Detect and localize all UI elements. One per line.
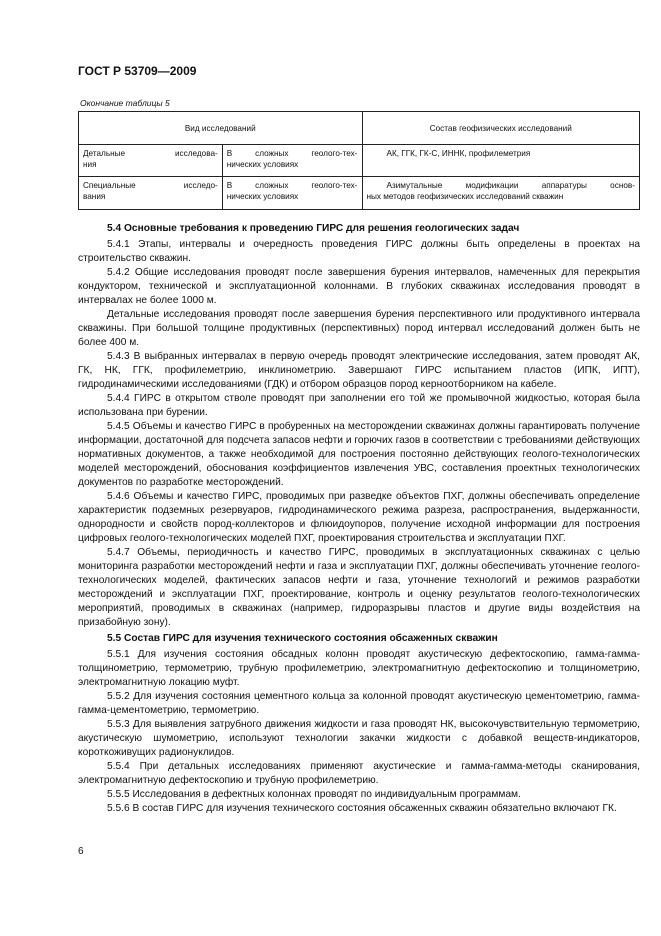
cell-line: ных методов геофизических исследований скважин bbox=[366, 192, 564, 201]
paragraph: 5.5.1 Для изучения состояния обсадных колонн проводят акустическую дефектоскопию, гамма-гамма-толщинометрию, термометрию, трубную профилеметрию, электромагнитную дефектоскопию и толщинометрию, электромагнитную локацию муфт. bbox=[78, 649, 640, 688]
page-number: 6 bbox=[78, 846, 84, 857]
cell-line: В сложных геолого-тех- bbox=[226, 181, 358, 190]
cell-condition bbox=[222, 145, 362, 177]
table-5 bbox=[78, 111, 640, 210]
cell-line: вания bbox=[83, 192, 106, 201]
paragraph: Детальные исследования проводят после завершения бурения перспективного или продуктивного интервала скважины. При большой толщине продуктивных (перспективных) пород интервал исследований должен быть не более 400 м. bbox=[78, 309, 640, 348]
paragraph: 5.4.3 В выбранных интервалах в первую очередь проводят электрические исследования, затем проводят АК, ГК, НК, ГГК, профилеметрию, инклинометрию. Завершают ГИРС испытанием пластов (ИПК, ИПТ), гидродинамическими исследованиями (ГДК) и отбором образцов пород керноотборником на кабеле. bbox=[78, 351, 640, 390]
paragraph: 5.4.4 ГИРС в открытом стволе проводят при заполнении его той же промывочной жидкостью, которая была использована при бурении. bbox=[78, 393, 640, 418]
paragraph: 5.4.5 Объемы и качество ГИРС в пробуренных на месторождении скважинах должны гарантировать получение информации, достаточной для подсчета запасов нефти и горючих газов в соответствии с требованиями действующих нормативных документов, а также необходимой для построения постоянно действующих геолого-технологических моделей месторождений, обоснования коэффициентов извлечения УВС, составления проектных технологических документов по разработке месторождений. bbox=[78, 421, 640, 488]
cell-line: АК, ГГК, ГК-С, ИННК, профилеметрия bbox=[386, 149, 531, 158]
cell-line: нических условиях bbox=[226, 160, 299, 169]
cell-type bbox=[79, 145, 223, 177]
table-row bbox=[79, 177, 640, 210]
cell-line: Азимутальные модификации аппаратуры основ- bbox=[386, 181, 635, 190]
cell-methods bbox=[362, 145, 640, 177]
paragraph: 5.5.5 Исследования в дефектных колоннах проводят по индивидуальным программам. bbox=[107, 789, 521, 800]
paragraph: 5.4.2 Общие исследования проводят после завершения бурения интервалов, намеченных для перекрытия кондуктором, технической и эксплуатационной колоннами. В глубоких скважинах исследования проводят в интервалах не более 1000 м. bbox=[78, 267, 640, 306]
document-body bbox=[78, 222, 640, 816]
document-header: ГОСТ Р 53709—2009 bbox=[78, 64, 197, 78]
section-heading: 5.4 Основные требования к проведению ГИРС для решения геологических задач bbox=[107, 223, 520, 234]
table-caption: Окончание таблицы 5 bbox=[80, 98, 170, 108]
table-header-row bbox=[79, 112, 640, 145]
column-header-methods: Состав геофизических исследований bbox=[362, 112, 640, 145]
paragraph: 5.4.6 Объемы и качество ГИРС, проводимых при разведке объектов ПХГ, должны обеспечивать определение характеристик подземных резервуаров, гидродинамического режима разреза, распространения, выдержанности, однородности и свойств пород-коллекторов и флюидоупоров, получение исходной информации для построения цифровых геолого-технологических моделей ПХГ, проектирования строительства и эксплуатации ПХГ. bbox=[78, 491, 640, 544]
cell-line: ния bbox=[83, 160, 97, 169]
paragraph: 5.5.2 Для изучения состояния цементного кольца за колонной проводят акустическую цементометрию, гамма-гамма-цементометрию, термометрию. bbox=[78, 691, 640, 716]
table-row bbox=[79, 145, 640, 177]
paragraph: 5.4.1 Этапы, интервалы и очередность проведения ГИРС должны быть определены в проектах на строительство скважин. bbox=[78, 239, 640, 264]
cell-methods bbox=[362, 177, 640, 210]
cell-condition bbox=[222, 177, 362, 210]
paragraph: 5.5.6 В состав ГИРС для изучения технического состояния обсаженных скважин обязательно включают ГК. bbox=[107, 803, 617, 814]
cell-line: Детальные исследова- bbox=[83, 149, 218, 158]
cell-line: Специальные исследо- bbox=[83, 181, 218, 190]
paragraph: 5.5.3 Для выявления затрубного движения жидкости и газа проводят НК, высокочувствительную термометрию, акустическую шумометрию, используют технологии закачки жидкости с добавкой веществ-индикаторов, короткоживущих радионуклидов. bbox=[78, 719, 640, 758]
cell-type bbox=[79, 177, 223, 210]
paragraph: 5.4.7 Объемы, периодичность и качество ГИРС, проводимых в эксплуатационных скважинах с целью мониторинга разработки месторождений нефти и газа и эксплуатации ПХГ, должны обеспечивать уточнение геолого-технологических моделей, фактических запасов нефти и газа, уточнение технологий и режимов разработки месторождений и эксплуатации ПХГ, проектирование, контроль и оценку результатов геолого-технологических мероприятий, проводимых в скважинах (например, гидроразрывы пластов и другие виды воздействия на призабойную зону). bbox=[78, 547, 640, 628]
cell-line: нических условиях bbox=[226, 192, 299, 201]
cell-line: В сложных геолого-тех- bbox=[226, 149, 358, 158]
paragraph: 5.5.4 При детальных исследованиях применяют акустические и гамма-гамма-методы сканирования, электромагнитную дефектоскопию и трубную профилеметрию. bbox=[78, 761, 640, 786]
column-header-type: Вид исследований bbox=[79, 112, 363, 145]
section-heading: 5.5 Состав ГИРС для изучения технического состояния обсаженных скважин bbox=[107, 633, 498, 644]
